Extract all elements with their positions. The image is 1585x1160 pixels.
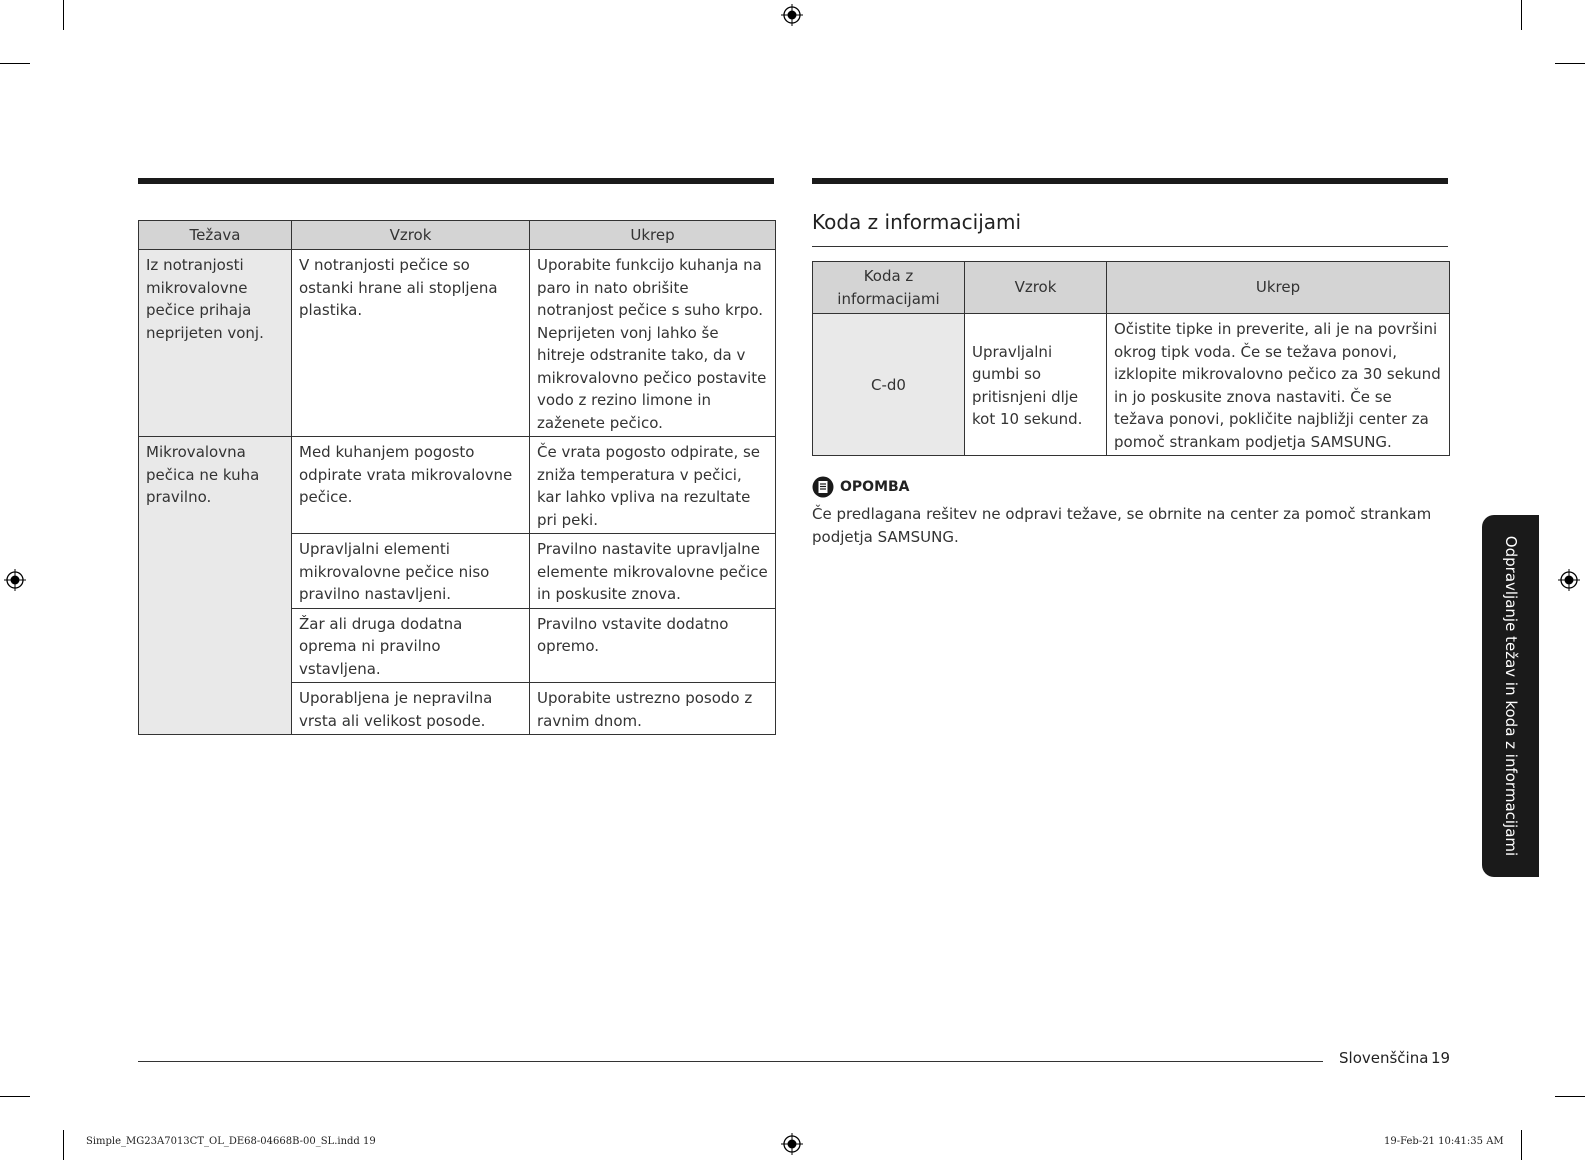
column-header: Ukrep — [530, 221, 776, 250]
registration-mark-icon — [4, 569, 26, 591]
cause-cell: Žar ali druga dodatna oprema ni pravilno vstavljena. — [292, 608, 530, 683]
problem-cell: Mikrovalovna pečica ne kuha pravilno. — [139, 437, 292, 735]
cause-cell: V notranjosti pečice so ostanki hrane ali stopljena plastika. — [292, 250, 530, 437]
action-cell: Če vrata pogosto odpirate, se zniža temperatura v pečici, kar lahko vpliva na rezultate pri peki. — [530, 437, 776, 534]
cause-cell: Uporabljena je nepravilna vrsta ali velikost posode. — [292, 683, 530, 735]
registration-mark-icon — [781, 1133, 803, 1155]
note-text: Če predlagana rešitev ne odpravi težave, se obrnite na center za pomoč strankam podjetja SAMSUNG. — [812, 505, 1432, 546]
page-number: 19 — [1431, 1049, 1451, 1067]
section-rule-right — [812, 178, 1448, 184]
footer-rule — [138, 1061, 1323, 1062]
action-cell: Očistite tipke in preverite, ali je na površini okrog tipk voda. Če se težava ponovi, izklopite mikrovalovno pečico za 30 sekund in jo poskusite znova nastaviti. Če se težava ponovi, pokličite najbližji center za pomoč strankam podjetja SAMSUNG. — [1107, 314, 1450, 456]
action-cell: Pravilno nastavite upravljalne elemente mikrovalovne pečice in poskusite znova. — [530, 534, 776, 609]
table-header-row — [139, 221, 776, 250]
note-icon — [812, 476, 834, 498]
crop-mark — [1555, 1096, 1585, 1097]
column-header: Vzrok — [292, 221, 530, 250]
table-row — [813, 314, 1450, 456]
table-header-row — [813, 262, 1450, 314]
problem-cell: Iz notranjosti mikrovalovne pečice prihaja neprijeten vonj. — [139, 250, 292, 437]
registration-mark-icon — [1558, 569, 1580, 591]
info-code-table — [812, 261, 1450, 456]
crop-mark — [1521, 0, 1522, 30]
note-label: OPOMBA — [840, 479, 910, 495]
crop-mark — [63, 1130, 64, 1160]
section-title: Koda z informacijami — [812, 210, 1022, 234]
cause-cell: Upravljalni elementi mikrovalovne pečice niso pravilno nastavljeni. — [292, 534, 530, 609]
action-cell: Uporabite funkcijo kuhanja na paro in nato obrišite notranjost pečice s suho krpo. Neprijeten vonj lahko še hitreje odstranite tako, da v mikrovalovno pečico postavite vodo z rezino limone in zaženete pečico. — [530, 250, 776, 437]
chapter-side-tab-label: Odpravljanje težav in koda z informacijami — [1501, 535, 1520, 857]
crop-mark — [63, 0, 64, 30]
action-cell: Pravilno vstavite dodatno opremo. — [530, 608, 776, 683]
note-heading — [812, 476, 910, 498]
code-cell: C-d0 — [813, 314, 965, 456]
crop-mark — [0, 1096, 30, 1097]
column-header: Ukrep — [1107, 262, 1450, 314]
crop-mark — [0, 63, 30, 64]
column-header: Vzrok — [965, 262, 1107, 314]
troubleshooting-table — [138, 220, 776, 735]
column-header: Težava — [139, 221, 292, 250]
cause-cell: Upravljalni gumbi so pritisnjeni dlje kot 10 sekund. — [965, 314, 1107, 456]
table-row — [139, 250, 776, 437]
crop-mark — [1555, 63, 1585, 64]
cause-cell: Med kuhanjem pogosto odpirate vrata mikrovalovne pečice. — [292, 437, 530, 534]
section-rule-left — [138, 178, 774, 184]
action-cell: Uporabite ustrezno posodo z ravnim dnom. — [530, 683, 776, 735]
title-underline — [812, 246, 1448, 247]
column-header: Koda z informacijami — [813, 262, 965, 314]
crop-mark — [1521, 1130, 1522, 1160]
chapter-side-tab — [1482, 515, 1539, 877]
print-slug-file: Simple_MG23A7013CT_OL_DE68-04668B-00_SL.indd 19 — [86, 1136, 376, 1147]
footer-language: Slovenščina — [1339, 1049, 1429, 1067]
print-slug-date: 19-Feb-21 10:41:35 AM — [1384, 1136, 1504, 1147]
registration-mark-icon — [781, 4, 803, 26]
table-row — [139, 437, 776, 534]
